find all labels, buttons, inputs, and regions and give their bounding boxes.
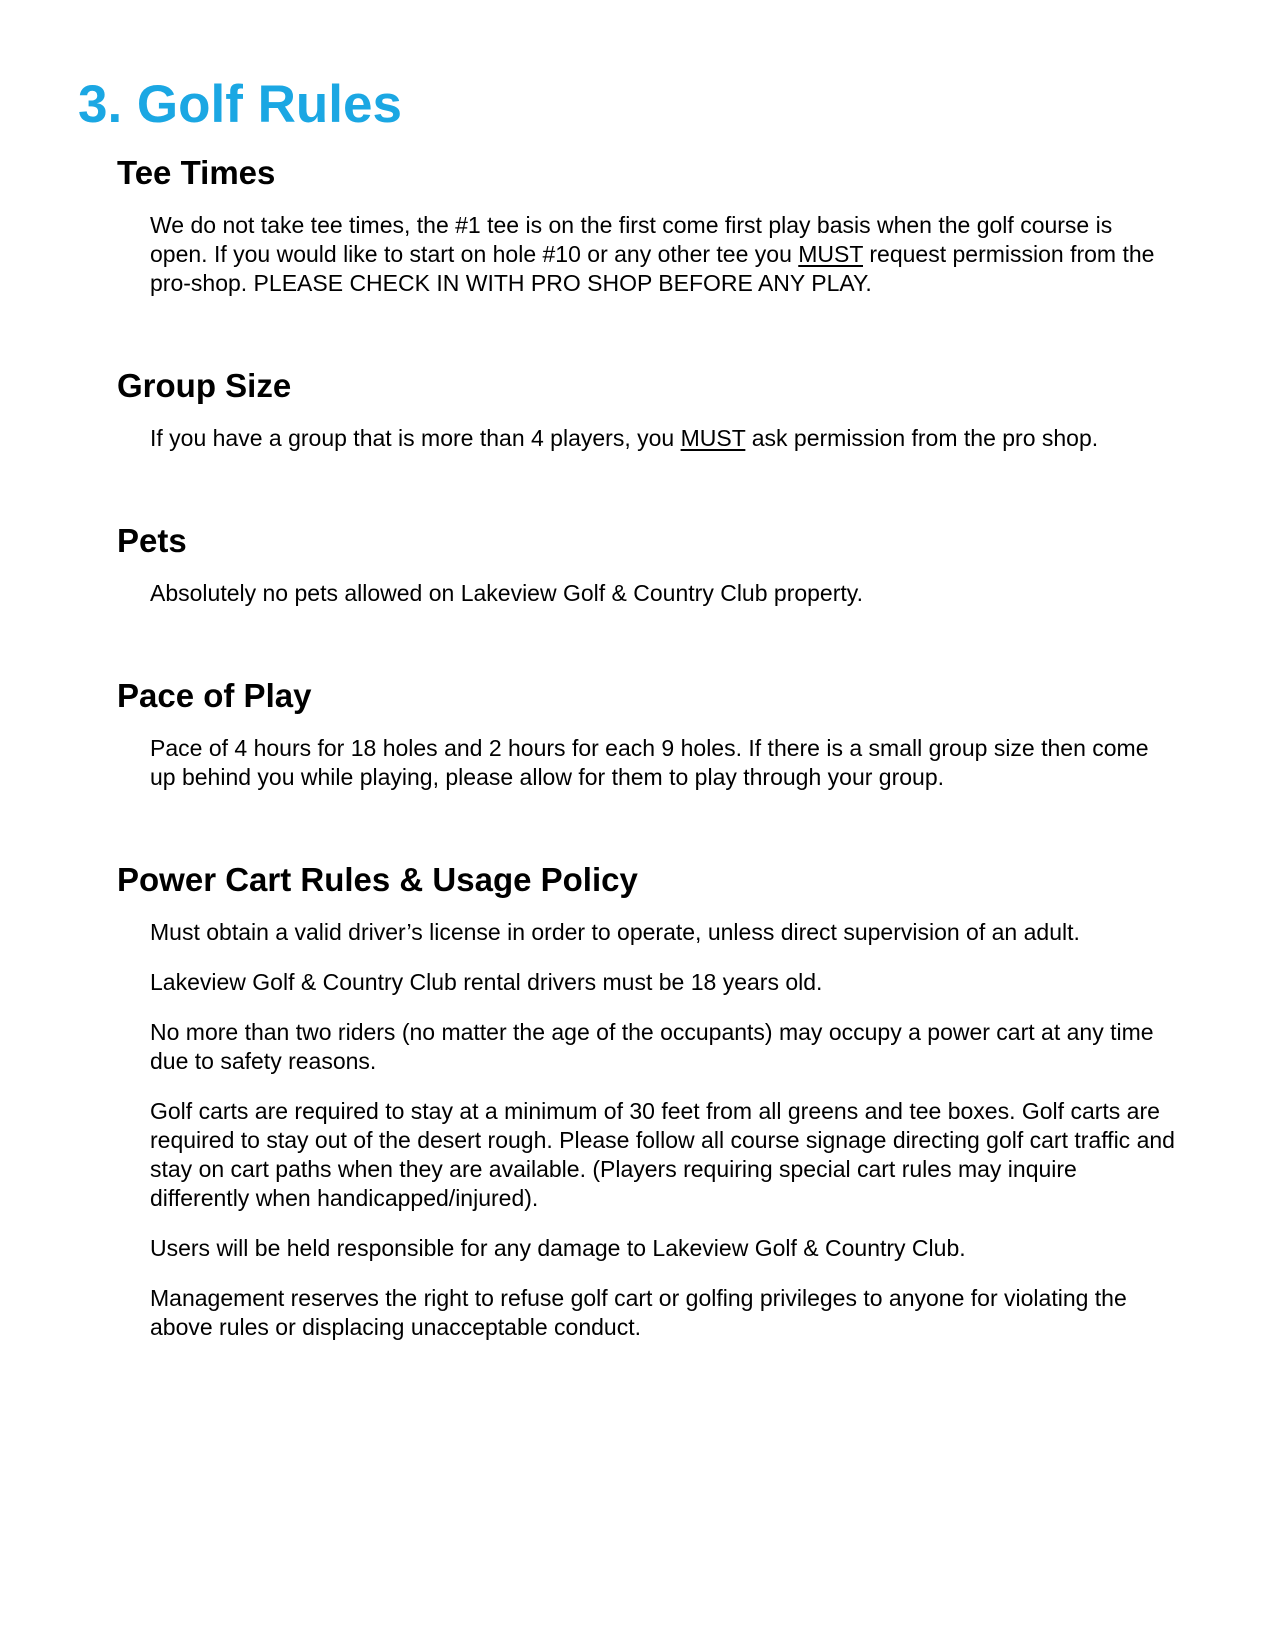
section-heading-power-cart-rules: Power Cart Rules & Usage Policy (117, 861, 638, 898)
underlined-text: MUST (798, 241, 863, 267)
underlined-text: MUST (680, 425, 746, 451)
section-heading-tee-times: Tee Times (117, 154, 276, 191)
paragraph-group-size (150, 424, 1175, 453)
paragraph-text: If you have a group that is more than 4 players, you (150, 425, 681, 451)
section-tee-times (0, 156, 1275, 298)
paragraph-text: ask permission from the pro shop. (745, 425, 1099, 451)
section-pace-of-play (0, 679, 1275, 792)
section-power-cart-rules (0, 863, 1275, 1342)
paragraph-text: request permission from the pro-shop. PLEASE CHECK IN WITH PRO SHOP BEFORE ANY PLAY. (150, 241, 1155, 296)
section-heading-pets: Pets (117, 522, 187, 559)
paragraph-management-rights: Management reserves the right to refuse golf cart or golfing privileges to anyone for violating the above rules or displacing unacceptable conduct. (150, 1285, 1127, 1340)
paragraph-two-riders: No more than two riders (no matter the age of the occupants) may occupy a power cart at any time due to safety reasons. (150, 1019, 1154, 1074)
section-heading-group-size: Group Size (117, 367, 292, 404)
paragraph-rental-age: Lakeview Golf & Country Club rental drivers must be 18 years old. (150, 969, 823, 995)
paragraph-pace-of-play: Pace of 4 hours for 18 holes and 2 hours for each 9 holes. If there is a small group size then come up behind you while playing, please allow for them to play through your group. (150, 735, 1149, 790)
section-group-size (0, 369, 1275, 453)
paragraph-drivers-license: Must obtain a valid driver’s license in order to operate, unless direct supervision of an adult. (150, 919, 1080, 945)
paragraph-damage-responsibility: Users will be held responsible for any damage to Lakeview Golf & Country Club. (150, 1235, 966, 1261)
section-heading-pace-of-play: Pace of Play (117, 677, 312, 714)
paragraph-tee-times (150, 211, 1175, 298)
section-pets (0, 524, 1275, 608)
document-title: 3. Golf Rules (78, 75, 402, 134)
paragraph-pets: Absolutely no pets allowed on Lakeview Golf & Country Club property. (150, 580, 863, 606)
paragraph-text: We do not take tee times, the #1 tee is on the first come first play basis when the golf course is open. If you would like to start on hole #10 or any other tee you (150, 212, 1113, 267)
paragraph-cart-distance: Golf carts are required to stay at a minimum of 30 feet from all greens and tee boxes. Golf carts are required to stay out of the desert rough. Please follow all course signage directing golf cart traffic and stay on cart paths when they are available. (Players requiring special cart rules may inquire differently when handicapped/injured). (150, 1098, 1175, 1211)
